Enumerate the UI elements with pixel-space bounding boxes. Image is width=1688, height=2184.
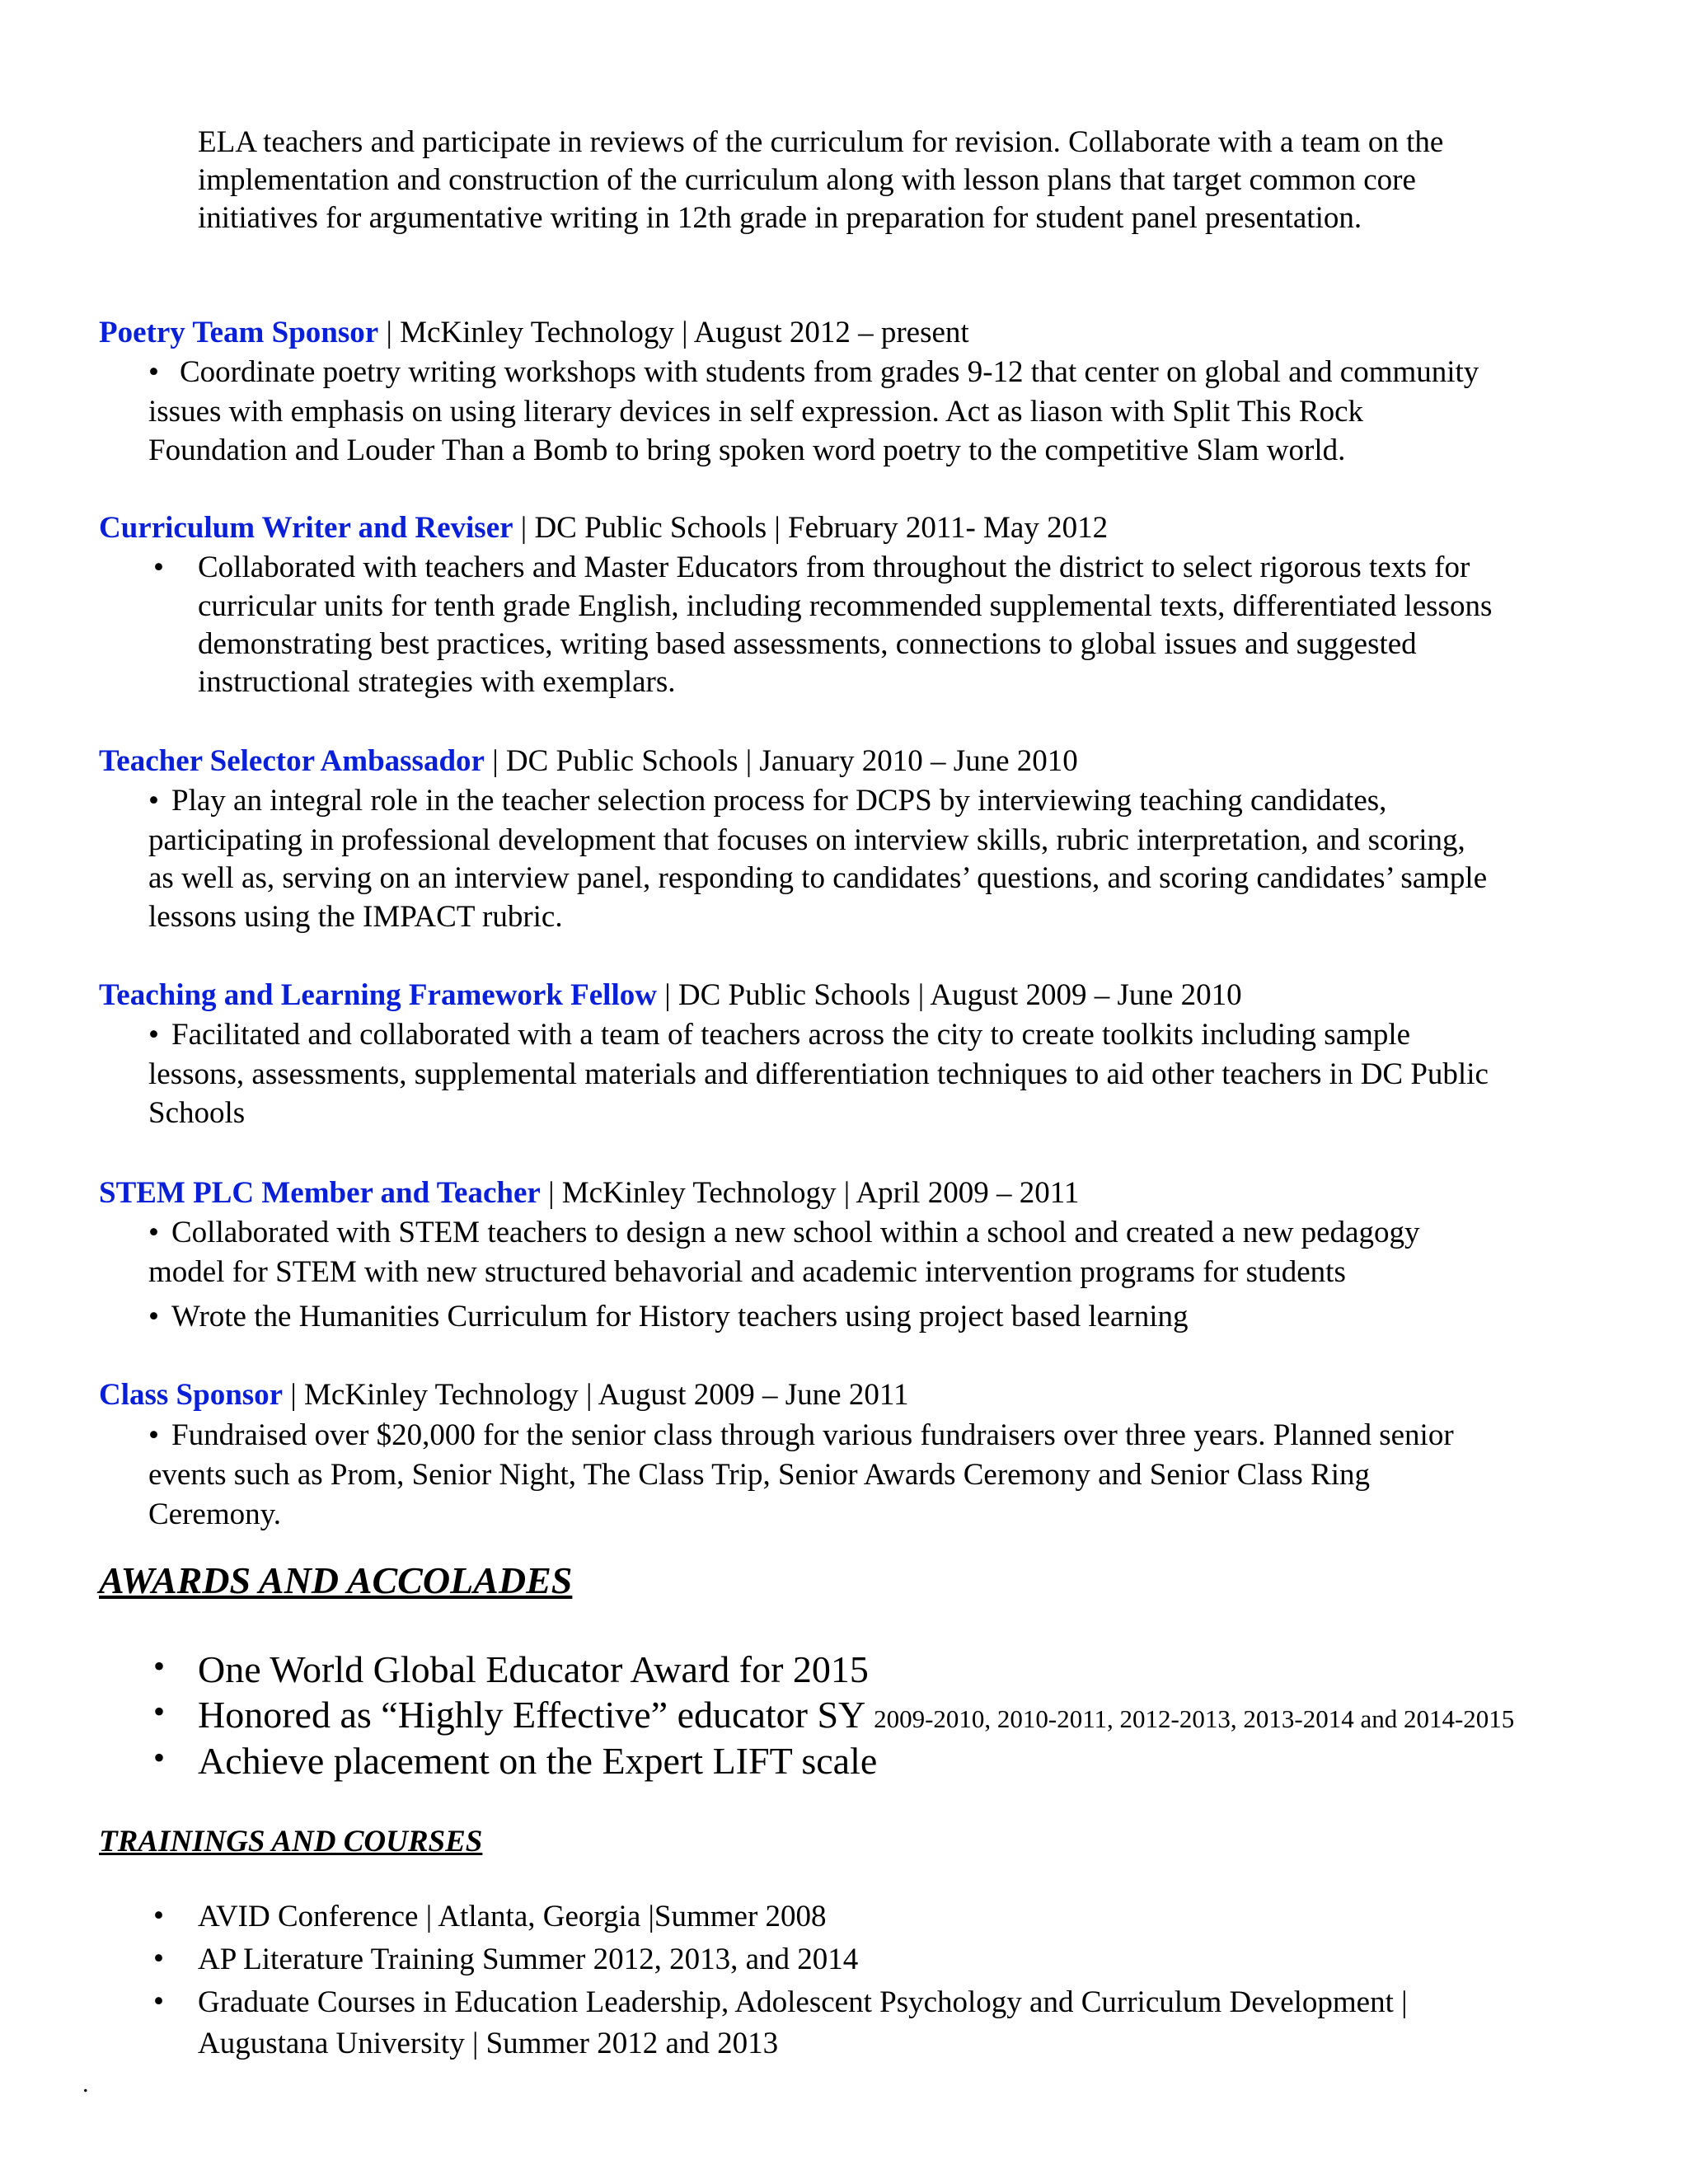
entry-title: Curriculum Writer and Reviser <box>99 511 513 545</box>
entry-meta: | DC Public Schools | August 2009 – June 2010 <box>656 978 1242 1012</box>
entry-header <box>99 977 1242 1015</box>
award-item <box>198 1647 869 1696</box>
bullet-icon: • <box>153 1739 166 1776</box>
bullet-line: events such as Prom, Senior Night, The Class Trip, Senior Awards Ceremony and Senior Class Ring <box>148 1458 1371 1492</box>
entry-title: Teacher Selector Ambassador <box>99 744 485 778</box>
bullet-line: Coordinate poetry writing workshops with students from grades 9-12 that center on global and community <box>180 355 1479 389</box>
entry-header <box>99 314 969 352</box>
entry-header <box>99 743 1078 780</box>
bullet-line: Fundraised over $20,000 for the senior class through various fundraisers over three years. Planned senior <box>171 1418 1454 1452</box>
bullet-line: Wrote the Humanities Curriculum for History teachers using project based learning <box>171 1300 1189 1333</box>
bullet-line: Collaborated with STEM teachers to design a new school within a school and created a new pedagogy <box>171 1216 1420 1249</box>
bullet-icon: • <box>153 1647 166 1685</box>
entry-meta: | McKinley Technology | April 2009 – 2011 <box>540 1176 1080 1210</box>
bullet-icon: • <box>148 1216 159 1249</box>
bullet-line: lessons using the IMPACT rubric. <box>148 900 563 934</box>
entry-meta: | McKinley Technology | August 2009 – June 2011 <box>283 1378 909 1412</box>
entry-header <box>99 1174 1079 1212</box>
entry-meta: | DC Public Schools | January 2010 – June 2010 <box>484 744 1078 778</box>
training-line: AP Literature Training Summer 2012, 2013, and 2014 <box>198 1943 859 1976</box>
bullet-line: model for STEM with new structured behavorial and academic intervention programs for students <box>148 1255 1346 1289</box>
entry-title: Teaching and Learning Framework Fellow <box>99 978 657 1012</box>
training-line: Augustana University | Summer 2012 and 2013 <box>198 2027 779 2060</box>
entry-meta: | DC Public Schools | February 2011- May 2012 <box>513 511 1109 545</box>
awards-heading: AWARDS AND ACCOLADES <box>99 1559 573 1601</box>
footer-mark: . <box>82 2070 89 2097</box>
intro-line: ELA teachers and participate in reviews of the curriculum for revision. Collaborate with a team on the <box>198 125 1444 159</box>
bullet-line: participating in professional development that focuses on interview skills, rubric interpretation, and scoring, <box>148 823 1465 857</box>
award-detail: 2009-2010, 2010-2011, 2012-2013, 2013-2014 and 2014-2015 <box>874 1704 1515 1733</box>
entry-title: Class Sponsor <box>99 1378 284 1412</box>
trainings-heading: TRAININGS AND COURSES <box>99 1825 483 1858</box>
bullet-line: Foundation and Louder Than a Bomb to bring spoken word poetry to the competitive Slam world. <box>148 434 1346 467</box>
bullet-line: Ceremony. <box>148 1497 281 1531</box>
entry-meta: | McKinley Technology | August 2012 – present <box>378 316 969 349</box>
bullet-line: Collaborated with teachers and Master Educators from throughout the district to select rigorous texts for <box>198 551 1470 584</box>
bullet-line: lessons, assessments, supplemental materials and differentiation techniques to aid other teachers in DC Public <box>148 1057 1489 1091</box>
bullet-line: Facilitated and collaborated with a team of teachers across the city to create toolkits including sample <box>171 1018 1411 1052</box>
bullet-line: demonstrating best practices, writing based assessments, connections to global issues and suggested <box>198 627 1417 661</box>
bullet-line: Play an integral role in the teacher selection process for DCPS by interviewing teaching candidates, <box>171 784 1387 818</box>
intro-line: implementation and construction of the curriculum along with lesson plans that target common core <box>198 163 1416 197</box>
entry-header <box>99 509 1108 547</box>
bullet-icon: • <box>153 1985 164 2018</box>
bullet-icon: • <box>148 1300 159 1333</box>
award-item <box>198 1739 877 1788</box>
bullet-icon: • <box>148 784 159 818</box>
entry-header <box>99 1376 908 1414</box>
bullet-icon: • <box>148 355 159 389</box>
bullet-line: as well as, serving on an interview panel, responding to candidates’ questions, and scoring candidates’ sample <box>148 861 1488 895</box>
bullet-line: instructional strategies with exemplars. <box>198 665 676 699</box>
bullet-line: curricular units for tenth grade English, including recommended supplemental texts, differentiated lessons <box>198 589 1493 623</box>
bullet-icon: • <box>153 1899 164 1933</box>
bullet-icon: • <box>153 551 164 584</box>
bullet-icon: • <box>153 1942 164 1975</box>
bullet-icon: • <box>148 1418 159 1452</box>
training-line: AVID Conference | Atlanta, Georgia |Summer 2008 <box>198 1900 827 1933</box>
entry-title: Poetry Team Sponsor <box>99 316 379 349</box>
bullet-line: Schools <box>148 1096 246 1130</box>
award-item <box>198 1693 1514 1741</box>
bullet-icon: • <box>153 1693 166 1730</box>
bullet-icon: • <box>148 1018 159 1052</box>
award-text: Achieve placement on the Expert LIFT scale <box>198 1740 878 1782</box>
training-line: Graduate Courses in Education Leadership, Adolescent Psychology and Curriculum Development | <box>198 1985 1408 2019</box>
entry-title: STEM PLC Member and Teacher <box>99 1176 541 1210</box>
bullet-line: issues with emphasis on using literary devices in self expression. Act as liason with Split This Rock <box>148 395 1364 429</box>
award-text: One World Global Educator Award for 2015 <box>198 1648 869 1690</box>
intro-line: initiatives for argumentative writing in 12th grade in preparation for student panel presentation. <box>198 201 1362 235</box>
award-text: Honored as “Highly Effective” educator SY <box>198 1694 874 1736</box>
